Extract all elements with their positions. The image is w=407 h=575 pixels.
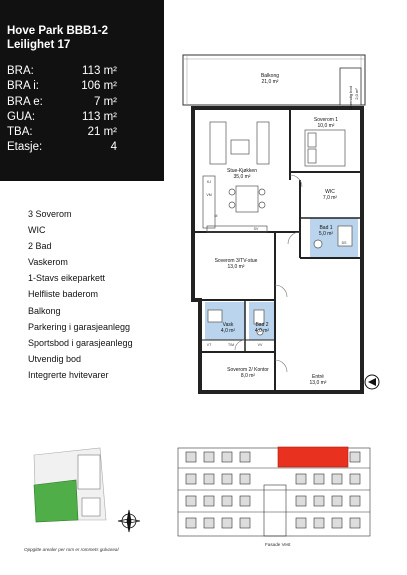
room-name-stue-kjokken: Stue-Kjøkken	[226, 168, 258, 174]
room-name-bad1: Bad 1	[319, 225, 333, 231]
feature-item: 2 Bad	[28, 241, 52, 252]
room-area-stue-kjokken: 35,0 m²	[233, 174, 251, 180]
room-name-entre: Entré	[312, 374, 324, 380]
compass-icon	[118, 510, 140, 532]
room-area-bad1: 5,0 m²	[318, 231, 334, 237]
stat-label: BRA:	[7, 65, 34, 77]
room-name-soverom1: Soverom 1	[313, 117, 339, 123]
stat-label: BRA i:	[7, 80, 39, 93]
stat-value: 4	[110, 141, 117, 154]
highlighted-apartment	[278, 447, 348, 467]
stat-label: BRA e:	[7, 95, 43, 108]
project-name: Hove Park BBB1-2	[7, 25, 108, 37]
label-vt: VT	[206, 343, 212, 347]
room-name-bad2: Bad 2	[255, 322, 269, 328]
room-name-soverom3: Soverom 3/TV-stue	[214, 258, 258, 264]
stat-value: 113 m²	[82, 110, 117, 123]
room-area-vask: 4,0 m²	[220, 328, 236, 334]
room-name-soverom2: Soverom 2/ Kontor	[227, 367, 269, 373]
dining-table	[236, 186, 258, 212]
room-area-soverom3: 13,0 m²	[227, 264, 245, 270]
room-name-wic: WIC	[325, 189, 335, 195]
feature-item: Utvendig bod	[28, 353, 82, 364]
stat-value: 7 m²	[94, 95, 117, 108]
label-vm: VM	[206, 193, 212, 197]
area-footnote: Oppgitte arealer per rom er rommets gulvareal	[24, 547, 119, 552]
feature-item: Parkering i garasjeanlegg	[28, 321, 131, 332]
room-name-balkong: Balkong	[260, 73, 280, 79]
entrance-marker-icon	[365, 375, 379, 389]
room-area-entre: 13,0 m²	[309, 380, 327, 386]
feature-item: Vaskerom	[28, 257, 68, 268]
stat-value: 106 m²	[81, 80, 117, 93]
room-name-utvendig-bod: Utvendig bod	[348, 86, 353, 110]
stat-label: TBA:	[7, 126, 33, 139]
feature-item: Helfliste baderom	[28, 289, 99, 300]
feature-item: Sportsbod i garasjeanlegg	[28, 337, 133, 348]
feature-item: 3 Soverom	[28, 209, 72, 219]
label-m: M	[214, 214, 218, 218]
bed-1	[305, 130, 345, 166]
site-plan	[34, 448, 106, 522]
feature-item: Integrerte hvitevarer	[28, 369, 109, 380]
label-sv: SV	[253, 227, 259, 231]
feature-item: 1-Stavs eikeparkett	[28, 273, 106, 284]
label-tm: T/M	[227, 343, 235, 347]
room-area-balkong: 21,0 m²	[261, 79, 279, 85]
stat-value: 113 m²	[82, 65, 117, 77]
feature-item: WIC	[28, 225, 46, 236]
label-ds: DS	[341, 241, 347, 245]
room-name-vask: Vask	[222, 322, 234, 328]
apartment-number: Leilighet 17	[7, 39, 71, 51]
room-area-soverom1: 10,0 m²	[317, 123, 335, 129]
label-vv: VV	[257, 343, 263, 347]
room-area-utvendig-bod: 2,0 m²	[354, 88, 359, 100]
label-kj: KJ	[206, 180, 212, 184]
room-area-bad2: 4,0 m²	[254, 328, 270, 334]
stat-label: Etasje:	[7, 141, 43, 154]
facade-label: Fasade Vest	[265, 542, 291, 547]
room-area-wic: 7,0 m²	[322, 195, 338, 201]
stat-label: GUA:	[7, 110, 36, 123]
stat-value: 21 m²	[87, 126, 117, 139]
facade-elevation	[178, 447, 370, 536]
feature-item: Balkong	[28, 305, 61, 316]
room-area-soverom2: 8,0 m²	[240, 373, 256, 379]
